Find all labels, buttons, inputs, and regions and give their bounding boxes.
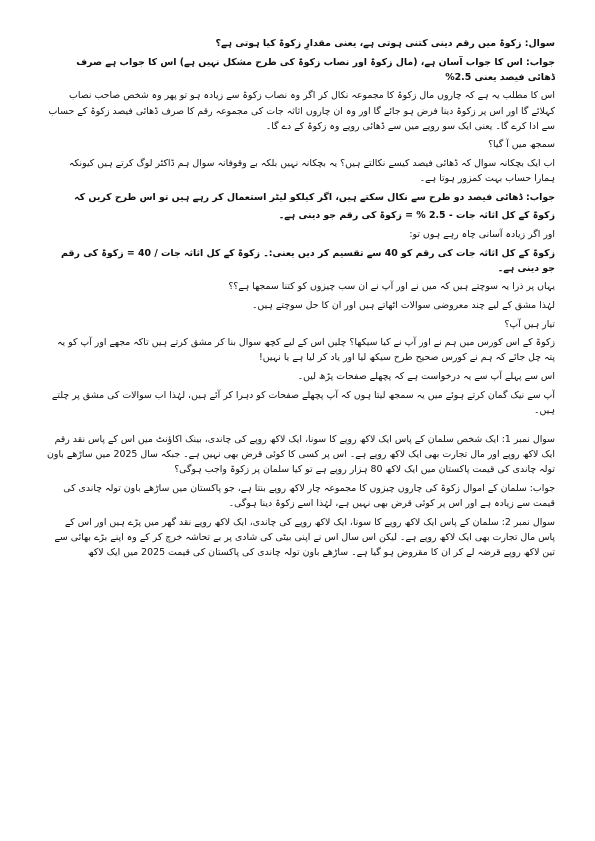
paragraph: اب ایک بچکانہ سوال کہ ڈھائی فیصد کیسے نکالتے ہیں؟ یہ بچکانہ نہیں بلکہ بے وقوفانہ سوال ہم ڈاکٹر لوگ کرتے ہیں کیونکہ ہمارا حساب بہت کمزور ہوتا ہے۔ xyxy=(68,157,555,185)
paragraph: اور اگر زیادہ آسانی چاہ رہے ہوں تو: xyxy=(409,228,555,240)
paragraph: سمجھ میں آ گیا؟ xyxy=(488,139,555,151)
paragraph: زکوۃ کے کل اثاثہ جات کی رقم کو 40 سے تقسیم کر دیں یعنی:۔ زکوۃ کے کل اثاثہ جات / 40 = زکوۃ کی رقم جو دینی ہے۔ xyxy=(61,247,555,274)
paragraph: یہاں پر ذرا یہ سوچتے ہیں کہ میں نے اور آپ نے ان سب چیزوں کو کتنا سمجھا ہے؟؟ xyxy=(228,281,555,293)
paragraph: سوال نمبر 1: ایک شخص سلمان کے پاس ایک لاکھ روپے کا سونا، ایک لاکھ روپے کی چاندی، بینک اکاؤنٹ میں اس کے پاس نقد رقم ایک لاکھ روپے اور مال تجارت بھی ایک لاکھ روپے ہے۔ اس پر کسی کا کوئی قرض بھی نہیں ہے۔ جبکہ سال 2025 میں ساڑھے باون تولہ چاندی کی قیمت پاکستان میں ایک لاکھ 80 ہزار روپے ہے تو کیا سلمان پر زکوۃ واجب ہوگی؟ xyxy=(47,433,555,476)
paragraph: سوال نمبر 2: سلمان کے پاس ایک لاکھ روپے کا سونا، ایک لاکھ روپے کی چاندی، ایک لاکھ روپے نقد گھر میں پڑے ہیں اور اس کے پاس مال تجارت بھی ایک لاکھ روپے ہے۔ لیکن اس سال اس نے اپنی بیٹی کی شادی پر بے تحاشہ خرچ کر کے وہ اپنے بڑے بھائی سے تین لاکھ روپے قرضہ لے کر ان کا مقروض ہو گیا ہے۔ ساڑھے باون تولہ چاندی کی پاکستان کی قیمت 2025 میں ایک لاکھ xyxy=(54,516,555,558)
paragraph: جواب: ڈھائی فیصد دو طرح سے نکال سکتے ہیں، اگر کیلکو لیٹر استعمال کر رہے ہیں تو اس طرح کریں کہ xyxy=(74,191,555,203)
paragraph: تیار ہیں آپ؟ xyxy=(504,318,555,330)
paragraph: سوال: زکوۃ میں رقم دینی کتنی ہوتی ہے، یعنی مقدارِ زکوۃ کیا ہوتی ہے؟ xyxy=(215,38,555,49)
paragraph: زکوۃ کے کل اثاثہ جات - 2.5 % = زکوۃ کی رقم جو دینی ہے۔ xyxy=(278,210,555,222)
paragraph: اس کا مطلب یہ ہے کہ چاروں مال زکوۃ کا مجموعہ نکال کر اگر وہ نصاب زکوۃ سے زیادہ ہو تو پھر وہ شخص صاحب نصاب کہلائے گا اور اس پر زکوۃ دینا فرض ہو جائے گا اور وہ ان چاروں اثاثہ جات کی مجموعہ رقم کا صرف ڈھائی فیصد زکوۃ کے حساب سے ادا کرے گا۔ یعنی ایک سو روپے میں سے ڈھائی روپے وہ زکوۃ کے دے گا۔ xyxy=(48,90,555,132)
paragraph: اس سے پہلے آپ سے یہ درخواست ہے کہ پچھلے صفحات پڑھ لیں۔ xyxy=(297,370,555,382)
paragraph-spacer xyxy=(46,421,555,428)
paragraph: جواب: اس کا جواب آسان ہے، (مال زکوۃ اور نصاب زکوۃ کی طرح مشکل نہیں ہے) اس کا جواب ہے صرف ڈھائی فیصد یعنی 2.5% xyxy=(76,56,555,83)
document-body xyxy=(46,36,555,836)
paragraph: جواب: سلمان کے اموال زکوۃ کی چاروں چیزوں کا مجموعہ چار لاکھ روپے بنتا ہے، جو پاکستان میں ساڑھے باون تولہ چاندی کی قیمت سے زیادہ ہے اور اس پر کوئی قرض بھی نہیں ہے، لہٰذا اسے زکوۃ دینا ہوگی۔ xyxy=(63,482,555,509)
paragraph: زکوۃ کے اس کورس میں ہم نے اور آپ نے کیا سیکھا؟ چلیں اس کے لیے کچھ سوال بنا کر مشق کرتے ہیں تاکہ مجھے اور آپ کو یہ پتہ چل جائے کہ ہم نے کورس صحیح طرح سیکھ لیا اور یاد کر لیا ہے یا نہیں! xyxy=(57,337,555,364)
paragraph: آپ سے نیک گمان کرتے ہوئے میں یہ سمجھ لیتا ہوں کہ آپ پچھلے صفحات کو دہرا کر آئے ہیں، لہٰذا اب سوالات کی مشق پر چلتے ہیں۔ xyxy=(51,389,555,416)
paragraph: لہٰذا مشق کے لیے چند معروضی سوالات اٹھاتے ہیں اور ان کا حل سوچتے ہیں۔ xyxy=(251,299,555,311)
